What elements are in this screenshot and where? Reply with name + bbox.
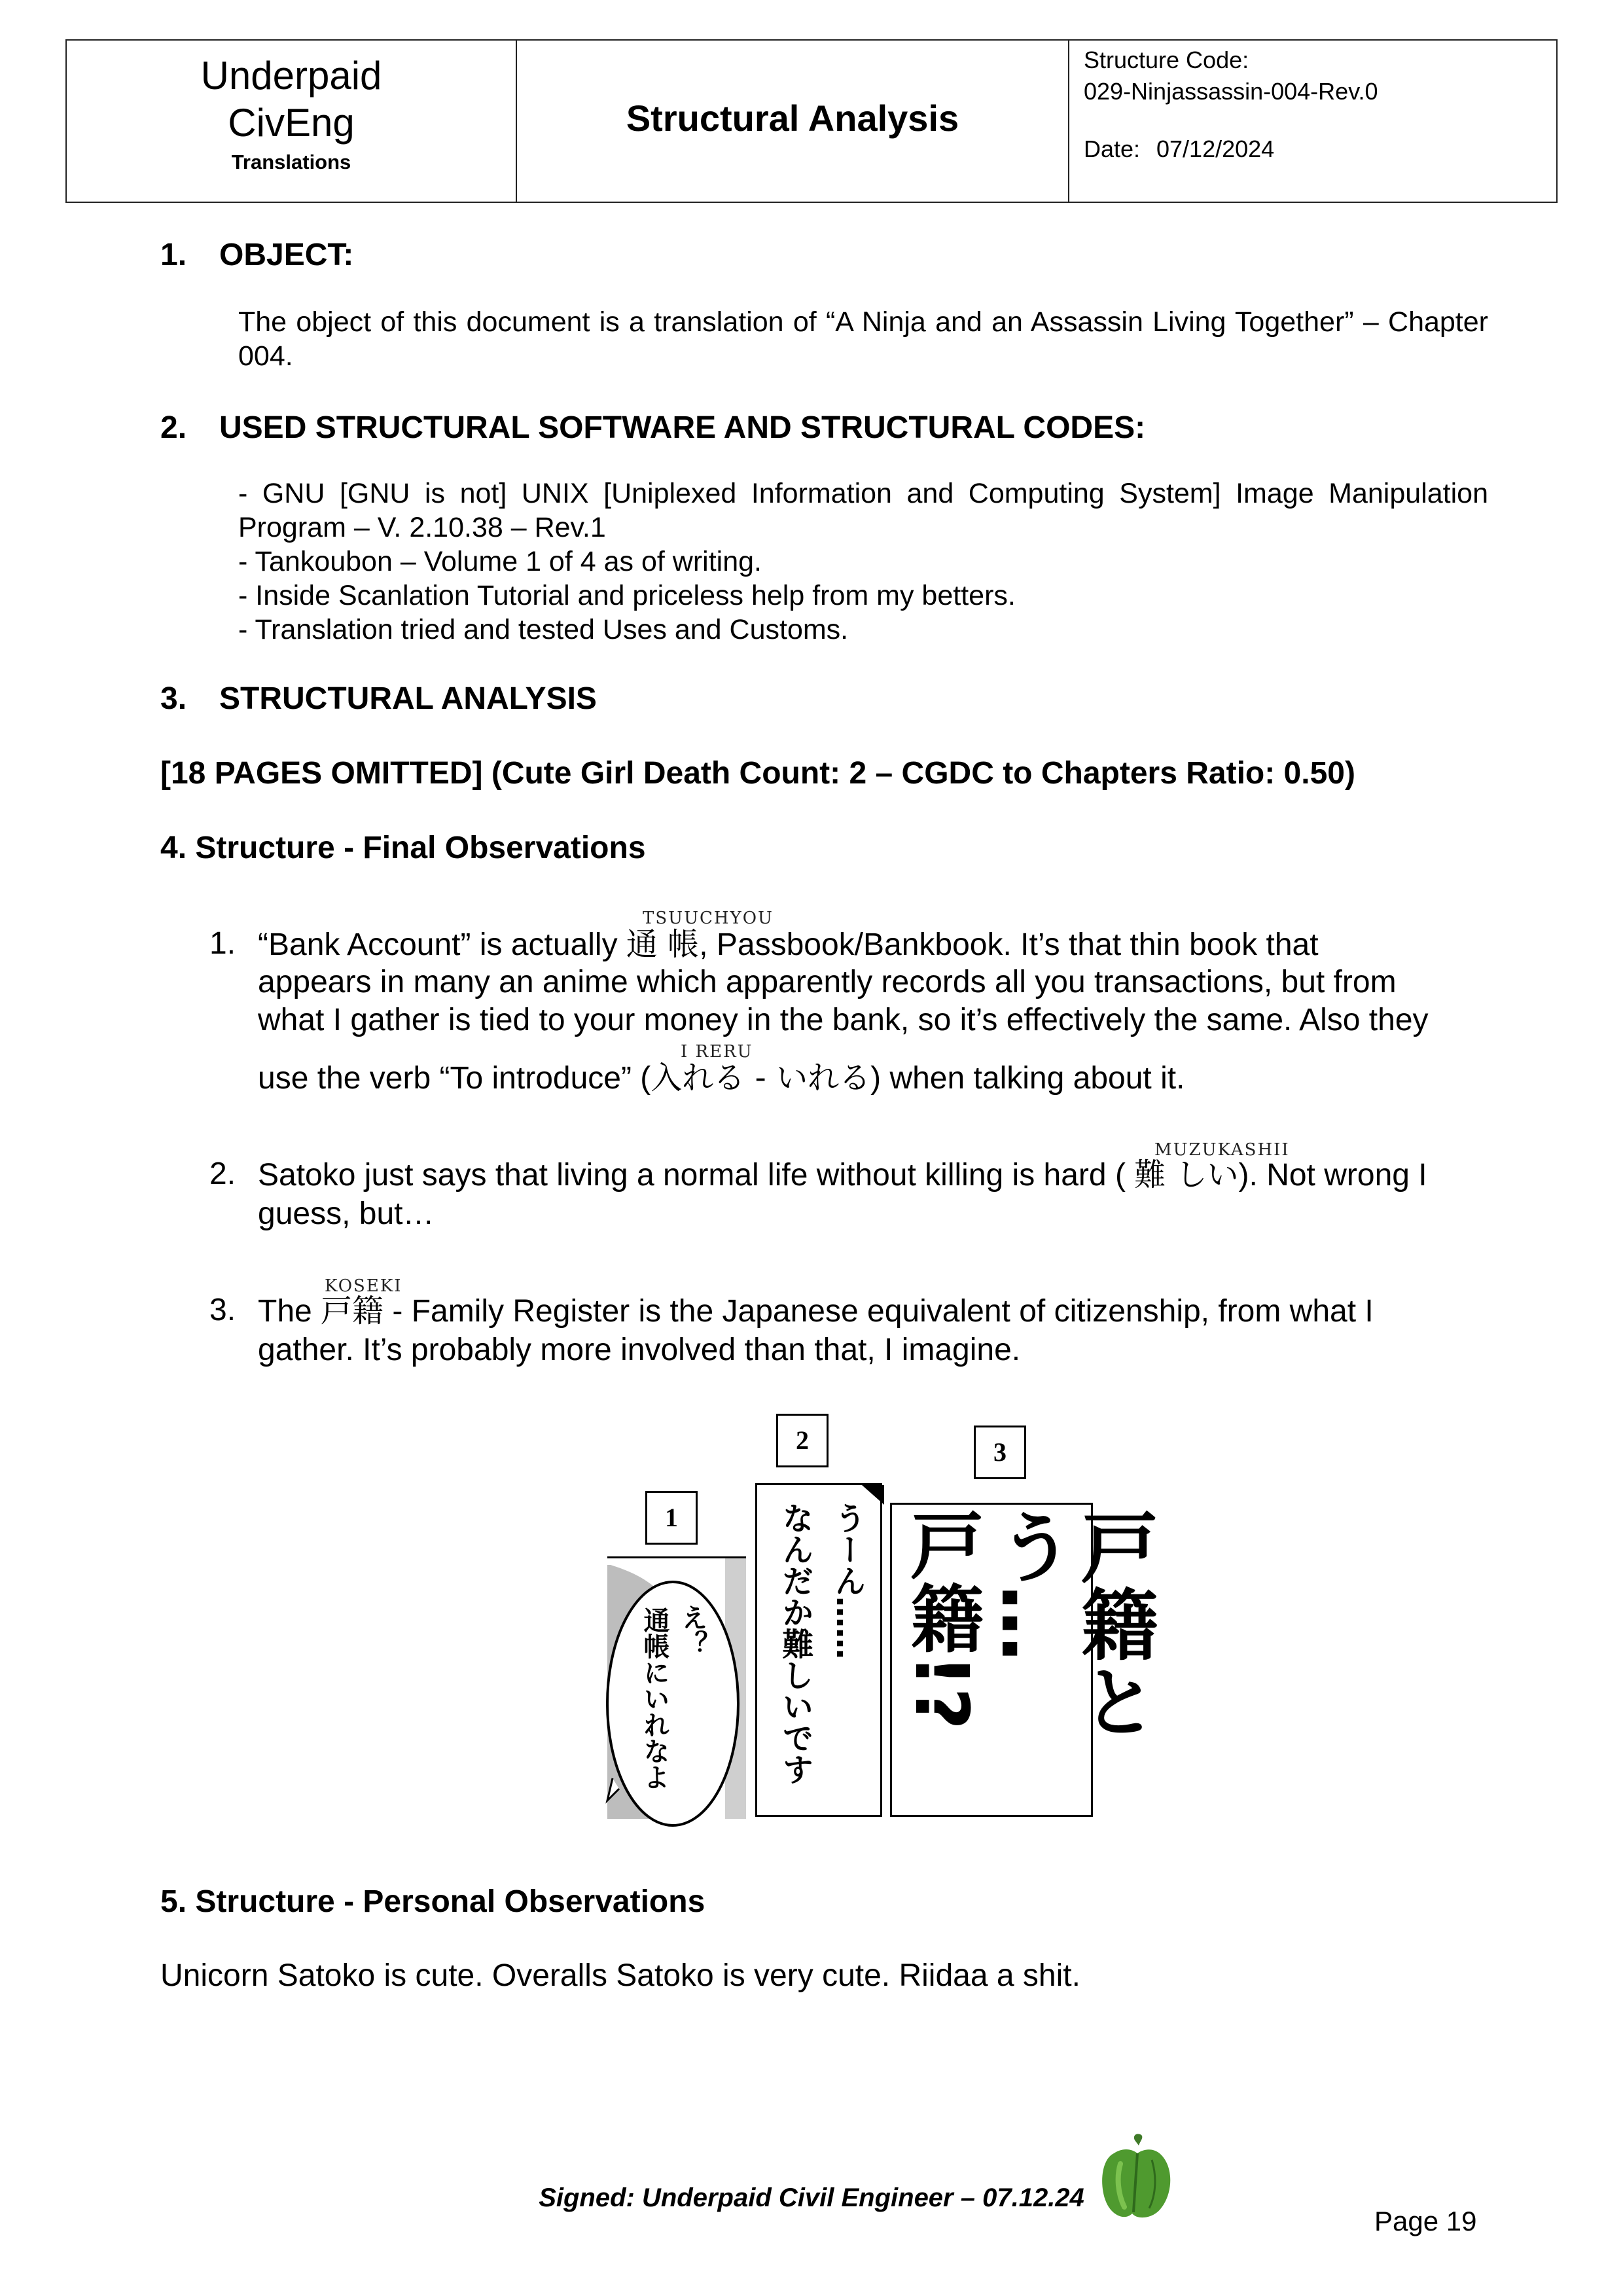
panel-2-text-b: なんだか難しいです [777,1502,813,1785]
section-1-heading [160,237,353,273]
observation-1-line-4 [258,1059,1185,1098]
observation-3-text-a: The [258,1294,321,1329]
observation-3-number: 3. [209,1293,236,1327]
brand-line-2: CivEng [228,101,355,145]
observation-1-ruby-ireru: I RERU [681,1042,753,1062]
section-3-number: 3. [160,681,187,716]
observation-1-kanji-tsuuchou: 通 帳 [626,926,700,963]
software-line-1: - GNU [GNU is not] UNIX [Uniplexed Information and Computing System] Image Manipulation Program – V. 2.10.38 – Rev.1 [238,478,1488,543]
observation-1-line-1 [258,925,1319,964]
observation-2-ruby-muzukashii: MUZUKASHII [1154,1140,1290,1160]
observation-1-text-c: use the verb “To introduce” ( [258,1061,651,1096]
panel-1-text-b: 通帳にいれなよ [639,1607,669,1790]
observation-2-text-b: ). Not wrong I [1238,1158,1427,1193]
section-2-title: USED STRUCTURAL SOFTWARE AND STRUCTURAL CODES: [219,410,1146,445]
observation-1-ruby-tsuuchyou: TSUUCHYOU [643,908,774,928]
manga-panel-1 [607,1556,746,1817]
panel-2-tag: 2 [776,1414,829,1467]
software-line-4: - Translation tried and tested Uses and Customs. [238,614,849,645]
observation-2-text-a: Satoko just says that living a normal life without killing is hard ( [258,1158,1135,1193]
title-cell [517,41,1069,202]
section-1-title: OBJECT: [219,238,354,272]
observation-1-number: 1. [209,926,236,961]
brand-line-1: Underpaid [200,54,382,98]
manga-panel-2 [755,1483,882,1817]
observation-3-ruby-koseki: KOSEKI [325,1276,402,1296]
green-pepper-icon [1094,2131,1179,2223]
software-line-2: - Tankoubon – Volume 1 of 4 as of writing. [238,546,762,577]
section-2-number: 2. [160,410,187,445]
observation-2-line-1 [258,1156,1427,1194]
signature-line: Signed: Underpaid Civil Engineer – 07.12.24 [539,2183,1084,2212]
section-4-heading: 4. Structure - Final Observations [160,831,646,865]
page-number: Page 19 [1374,2206,1477,2236]
document-title: Structural Analysis [626,98,959,139]
section-1-number: 1. [160,238,187,272]
observation-1-text-d: ) when talking about it. [870,1061,1185,1096]
section-3-heading [160,681,597,717]
observation-1-kanji-ireru: 入れる - いれる [651,1060,871,1096]
observation-1-line-3: what I gather is tied to your money in the bank, so it’s effectively the same. Also they [258,1003,1429,1037]
panel-1-tag: 1 [645,1491,698,1545]
panel-2-text-a: うーん…… [829,1502,866,1659]
panel-3-tag: 3 [974,1426,1026,1479]
panel-1-text-a: え？ [677,1604,707,1657]
section-5-heading: 5. Structure - Personal Observations [160,1884,705,1919]
structure-code-label: Structure Code: [1084,46,1249,73]
observation-1-text-a: “Bank Account” is actually [258,927,626,962]
observation-3-line-1 [258,1292,1374,1331]
date-value: 07/12/2024 [1156,135,1275,162]
brand-line-3: Translations [231,151,351,173]
manga-panel-3 [890,1503,1158,1817]
panel-3-text-b: 戸籍!? [899,1507,984,1731]
observation-2-kanji-muzukashii: 難 しい [1134,1157,1239,1193]
observation-3-kanji-koseki: 戸籍 [321,1293,384,1329]
observation-2-line-2: guess, but… [258,1196,435,1231]
section-1-text: The object of this document is a translation of “A Ninja and an Assassin Living Together” – Chapter 004. [238,306,1488,372]
software-line-3: - Inside Scanlation Tutorial and priceless help from my betters. [238,580,1016,611]
structure-code-value: 029-Ninjassassin-004-Rev.0 [1084,78,1378,105]
section-3-title: STRUCTURAL ANALYSIS [219,681,597,716]
observation-3-text-b: - Family Register is the Japanese equivalent of citizenship, from what I [383,1294,1374,1329]
meta-cell [1069,41,1556,202]
observation-2-number: 2. [209,1157,236,1191]
speech-bubble-shape [607,1558,746,1819]
date-label: Date: [1084,135,1141,162]
observation-1-line-2: appears in many an anime which apparently records all you transactions, but from [258,965,1397,999]
brand-cell [67,41,517,202]
observation-3-line-2: gather. It’s probably more involved than that, I imagine. [258,1333,1021,1367]
section-5-text: Unicorn Satoko is cute. Overalls Satoko is very cute. Riidaa a shit. [160,1958,1080,1993]
observation-1-text-b: , Passbook/Bankbook. It’s that thin book that [699,927,1319,962]
section-2-heading [160,410,1145,446]
header-table [65,39,1558,203]
panel-3-text-a: 戸籍とう… [984,1507,1158,1739]
omitted-pages-note: [18 PAGES OMITTED] (Cute Girl Death Count: 2 – CGDC to Chapters Ratio: 0.50) [160,756,1355,791]
